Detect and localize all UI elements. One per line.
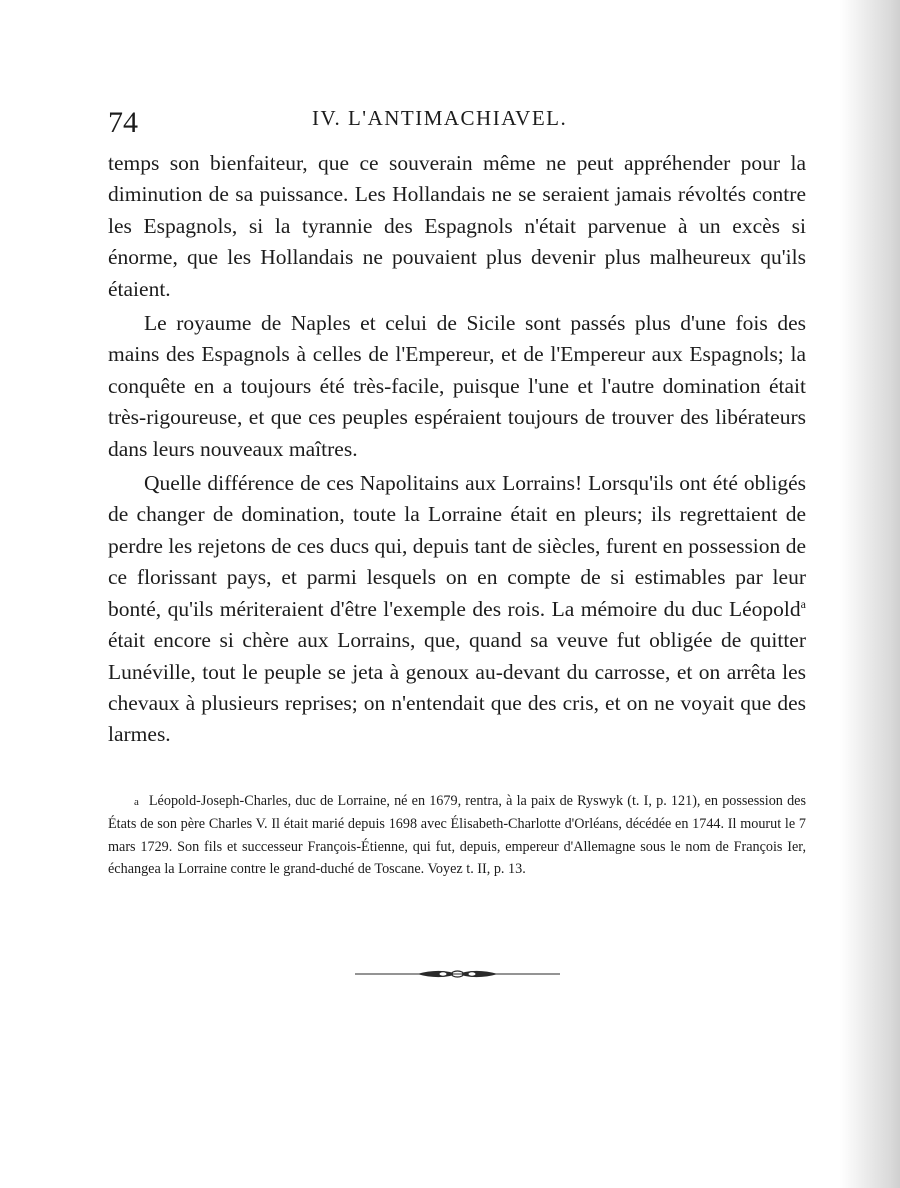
paragraph-text-continued: était encore si chère aux Lorrains, que, quand sa veuve fut obligée de quitter Lunéville, tout le peuple se jeta à genoux au-devant du carrosse, et on arrêta les chevaux à plusieurs reprises; on n'entendait que des cris, et on ne voyait que des larmes.	[108, 628, 806, 747]
footnote	[108, 790, 806, 881]
paragraph-2	[108, 308, 806, 465]
running-title: IV. L'ANTIMACHIAVEL.	[312, 106, 568, 130]
page-header	[108, 102, 808, 139]
page-edge-shadow	[840, 0, 900, 1188]
footnote-paragraph	[108, 790, 806, 881]
paragraph-text: temps son bienfaiteur, que ce souverain même ne peut appréhender pour la diminution de sa puissance. Les Hollandais ne se seraient jamais révoltés contre les Espagnols, si la tyrannie des Espagnols n'était parvenue à un excès si énorme, que les Hollandais ne pouvaient plus devenir plus malheureux qu'ils étaient.	[108, 151, 806, 301]
main-text	[108, 148, 806, 754]
footnote-mark: a	[134, 796, 139, 808]
page-number: 74	[108, 106, 138, 139]
paragraph-text: Le royaume de Naples et celui de Sicile sont passés plus d'une fois des mains des Espagnols à celles de l'Empereur, et de l'Empereur aux Espagnols; la conquête en a toujours été très-facile, puisque l'une et l'autre domination était très-rigoureuse, et que ces peuples espéraient toujours de trouver des libérateurs dans leurs nouveaux maîtres.	[108, 311, 806, 461]
paragraph-1	[108, 148, 806, 305]
footnote-reference[interactable]: a	[800, 596, 806, 611]
footnote-text: Léopold-Joseph-Charles, duc de Lorraine, né en 1679, rentra, à la paix de Ryswyk (t. I, p. 121), en possession des États de son père Charles V. Il était marié depuis 1698 avec Élisabeth-Charlotte d'Orléans, décédée en 1744. Il mourut le 7 mars 1729. Son fils et successeur François-Étienne, qui fut, depuis, empereur d'Allemagne sous le nom de François Ier, échangea la Lorraine contre le grand-duché de Toscane. Voyez t. II, p. 13.	[108, 793, 806, 878]
tailpiece-ornament-icon	[355, 964, 560, 984]
paragraph-3	[108, 468, 806, 751]
paragraph-text: Quelle différence de ces Napolitains aux Lorrains! Lorsqu'ils ont été obligés de changer de domination, toute la Lorraine était en pleurs; ils regrettaient de perdre les rejetons de ces ducs qui, depuis tant de siècles, furent en possession de ce florissant pays, et parmi lesquels on en compte de si estimables par leur bonté, qu'ils mériteraient d'être l'exemple des rois. La mémoire du duc Léopold	[108, 471, 806, 621]
